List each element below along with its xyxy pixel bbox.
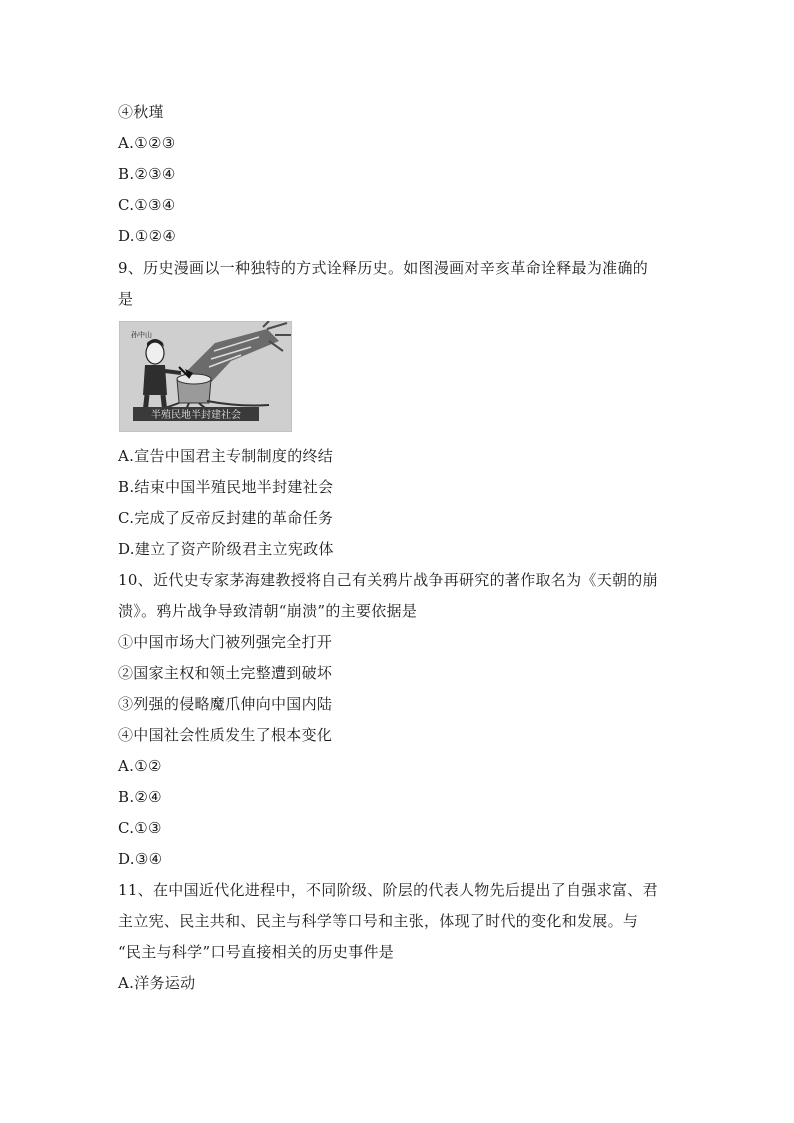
q8-item-4: ④秋瑾 — [118, 103, 164, 121]
q10-option-b: B.②④ — [118, 788, 162, 806]
figure-arm — [165, 371, 181, 373]
q8-option-a: A.①②③ — [118, 134, 176, 152]
q10-stem-line-2: 溃》。鸦片战争导致清朝“崩溃”的主要依据是 — [118, 602, 418, 620]
q9-stem-line-2: 是 — [118, 290, 134, 308]
q11-stem-line-1: 11、在中国近代化进程中，不同阶级、阶层的代表人物先后提出了自强求富、君 — [118, 881, 658, 899]
q9-stem-line-1: 9、历史漫画以一种独特的方式诠释历史。如图漫画对辛亥革命诠释最为准确的 — [118, 259, 649, 277]
q11-option-a: A.洋务运动 — [118, 974, 196, 992]
q10-item-1: ①中国市场大门被列强完全打开 — [118, 633, 333, 651]
q8-option-d: D.①②④ — [118, 227, 177, 245]
q10-option-c: C.①③ — [118, 819, 162, 837]
q9-option-b: B.结束中国半殖民地半封建社会 — [118, 478, 334, 496]
q10-item-4: ④中国社会性质发生了根本变化 — [118, 726, 333, 744]
q10-option-a: A.①② — [118, 757, 162, 775]
q10-option-d: D.③④ — [118, 850, 163, 868]
q8-option-b: B.②③④ — [118, 165, 176, 183]
q10-item-3: ③列强的侵略魔爪伸向中国内陆 — [118, 695, 333, 713]
q10-item-2: ②国家主权和领土完整遭到破坏 — [118, 664, 333, 682]
stump-cut-surface — [177, 374, 211, 384]
q10-stem-line-1: 10、近代史专家茅海建教授将自己有关鸦片战争再研究的著作取名为《天朝的崩 — [118, 571, 658, 589]
q9-option-a: A.宣告中国君主专制制度的终结 — [118, 447, 334, 465]
root-label: 半殖民地半封建社会 — [151, 410, 241, 421]
figure-label: 孙中山 — [131, 331, 152, 339]
q8-option-c: C.①③④ — [118, 196, 176, 214]
q9-cartoon-image — [119, 321, 292, 432]
q11-stem-line-3: “民主与科学”口号直接相关的历史事件是 — [118, 943, 395, 961]
figure-head — [146, 342, 164, 364]
q11-stem-line-2: 主立宪、民主共和、民主与科学等口号和主张，体现了时代的变化和发展。与 — [118, 912, 639, 930]
q9-option-d: D.建立了资产阶级君主立宪政体 — [118, 540, 334, 558]
figure-body — [143, 365, 167, 395]
q9-option-c: C.完成了反帝反封建的革命任务 — [118, 509, 334, 527]
